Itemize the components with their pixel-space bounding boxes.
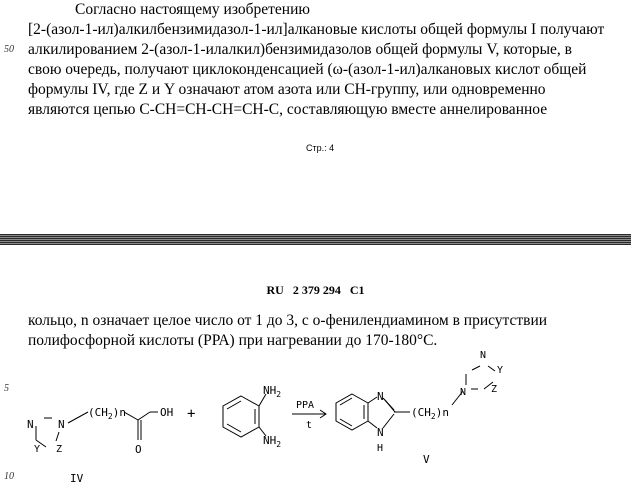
- compound-iv-chain-bond: [124, 412, 138, 420]
- compound-iv-n1: N: [58, 418, 65, 431]
- page-reference: Стр.: 4: [306, 143, 335, 153]
- compound-iv-o: O: [135, 443, 142, 456]
- compound-iv-bond: [68, 412, 88, 423]
- patent-country: RU: [266, 283, 284, 297]
- diamine-benzene-ring: [223, 394, 266, 437]
- compound-v-label: V: [423, 453, 430, 466]
- compound-iv-oh: OH: [160, 406, 174, 419]
- paragraph-line-6: являются цепью С-СН=СН-СН=СН-С, составляющую вместе аннелированное: [28, 101, 548, 118]
- paragraph-line-4: свою очередь, получают циклоконденсацией (ω-(азол-1-ил)алкановых кислот общей: [28, 61, 587, 78]
- compound-iv-coh-bond: [138, 412, 150, 420]
- patent-kind: C1: [349, 283, 365, 297]
- compound-iv-ring: [36, 418, 59, 447]
- paragraph-line-5: формулы IV, где Z и Y означают атом азота или СН-группу, или одновременно: [28, 81, 546, 98]
- plus-sign: +: [187, 406, 196, 422]
- diamine-nh2-top: $NH_2$: [263, 384, 282, 399]
- paragraph2-line-1: кольцо, n означает целое число от 1 до 3, с о-фенилендиамином в присутствии: [28, 312, 548, 329]
- paragraph-line-2: [2-(азол-1-ил)алкилбензимидазол-1-ил]алкановые кислоты общей формулы I получают: [28, 21, 605, 38]
- compound-iv-n: N: [27, 418, 34, 431]
- compound-iv-y: Y: [34, 444, 41, 455]
- compound-v-h: H: [377, 443, 384, 454]
- paragraph2-line-2: полифосфорной кислоты (РРА) при нагревании до 170-180°С.: [28, 332, 438, 349]
- arrow-label-ppa: PPA: [296, 400, 315, 411]
- benzimidazole-ring: [336, 394, 395, 430]
- compound-iv-z: Z: [56, 444, 63, 455]
- compound-iv-label: IV: [70, 472, 84, 484]
- diamine-nh2-bottom: $NH_2$: [263, 434, 282, 449]
- line-number-50: 50: [4, 44, 14, 55]
- compound-v-nh: N: [377, 426, 384, 439]
- compound-v-azole-y: Y: [497, 365, 504, 376]
- compound-v-azole-z: Z: [491, 384, 498, 395]
- arrow-label-t: t: [306, 420, 313, 431]
- line-number-10: 10: [4, 471, 14, 482]
- patent-number: 2 379 294: [292, 283, 341, 297]
- compound-v-n: N: [377, 390, 384, 403]
- compound-v-chain: $(CH_2)n$: [411, 406, 449, 421]
- line-number-5: 5: [4, 383, 9, 394]
- paragraph-line-3: алкилированием 2-(азол-1-илалкил)бензимидазолов общей формулы V, которые, в: [28, 41, 572, 58]
- paragraph-line-1: Согласно настоящему изобретению: [75, 1, 310, 18]
- compound-v-azole-n: N: [480, 350, 487, 361]
- compound-v-azole-n1: N: [460, 387, 467, 398]
- compound-iv-chain: $(CH_2)n$: [88, 406, 126, 421]
